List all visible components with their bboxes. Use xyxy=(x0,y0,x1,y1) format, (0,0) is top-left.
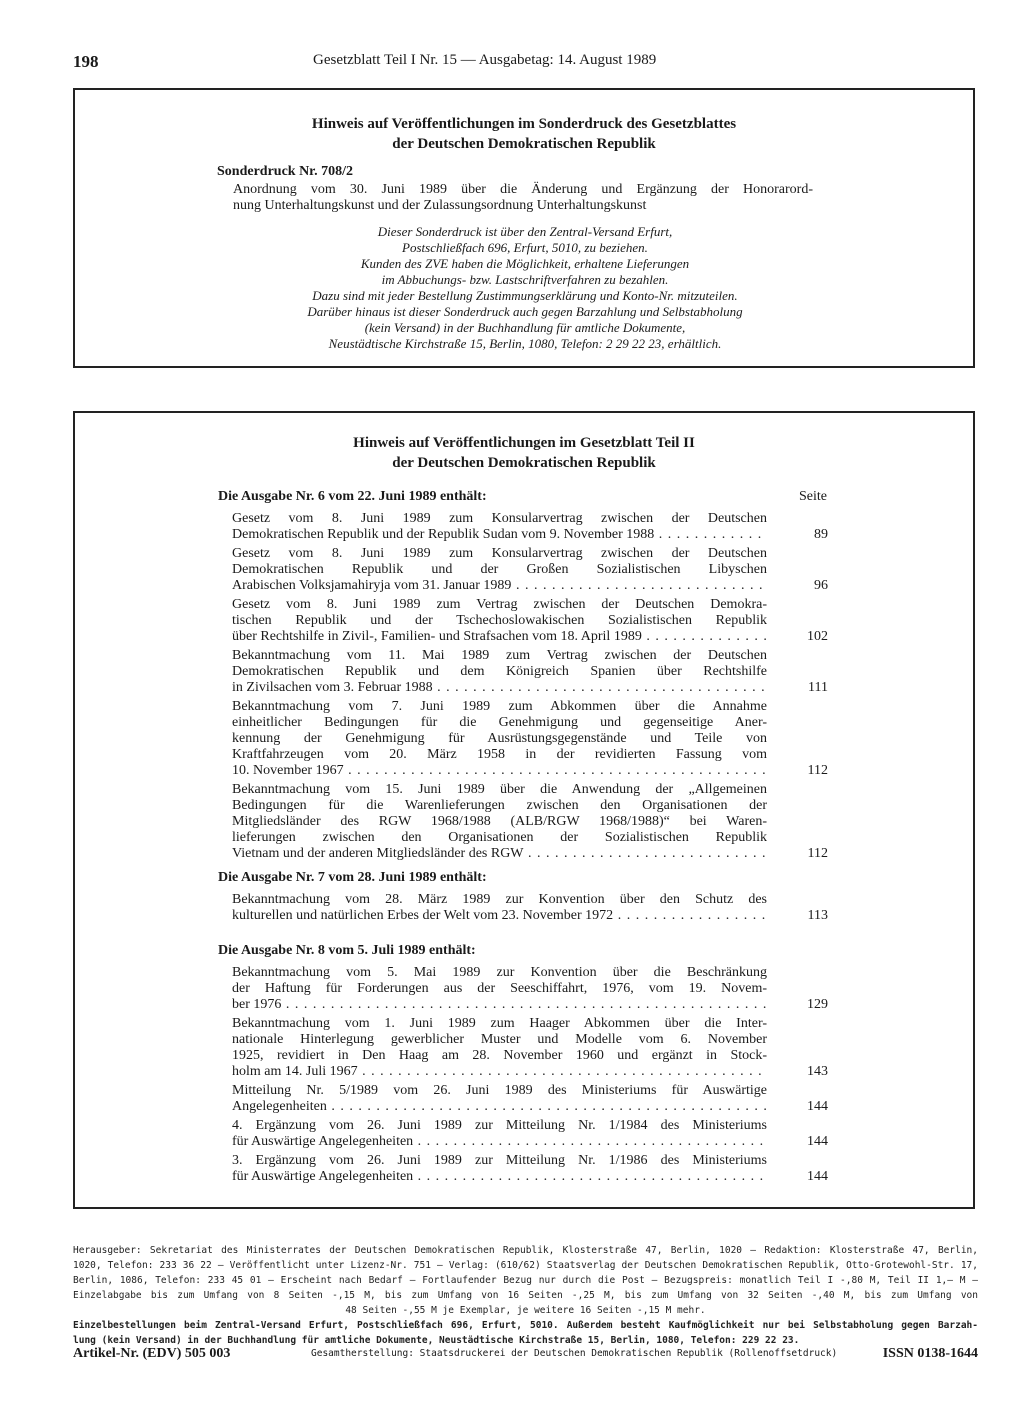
entry-line: ber 1976 . . . xyxy=(232,997,767,1013)
listing-entry xyxy=(232,965,767,1013)
page-reference: 143 xyxy=(807,1064,828,1079)
issue-heading: Die Ausgabe Nr. 7 vom 28. Juni 1989 enthält: xyxy=(218,870,487,885)
sonderdruck-title-line1: Hinweis auf Veröffentlichungen im Sonderdruck des Gesetzblattes xyxy=(311,116,737,132)
page-reference: 144 xyxy=(807,1169,828,1184)
page-reference: 102 xyxy=(807,629,828,644)
seite-column-label: Seite xyxy=(799,489,827,504)
page-reference: 112 xyxy=(807,763,828,778)
teil2-title-line1: Hinweis auf Veröffentlichungen im Gesetzblatt Teil II xyxy=(353,435,695,451)
entry-line: Bedingungen für die Warenlieferungen zwischen den Organisationen der xyxy=(232,798,767,813)
entry-line: 10. November 1967 . . . xyxy=(232,763,767,779)
listing-entry xyxy=(232,699,767,779)
notice-line: Darüber hinaus ist dieser Sonderdruck auch gegen Barzahlung und Selbstabholung xyxy=(307,304,743,319)
sonderdruck-text-line: nung Unterhaltungskunst und der Zulassungsordnung Unterhaltungskunst xyxy=(233,198,647,213)
printer-info: Gesamtherstellung: Staatsdruckerei der Deutschen Demokratischen Republik (Rollenoffsetdruck) xyxy=(311,1348,838,1359)
entry-line: Bekanntmachung vom 7. Juni 1989 zum Abkommen über die Annahme xyxy=(232,699,767,714)
entry-line: Demokratischen Republik und der Großen Sozialistischen Libyschen xyxy=(232,562,767,577)
notice-line: Postschließfach 696, Erfurt, 5010, zu beziehen. xyxy=(402,240,648,255)
entry-line: Angelegenheiten . . . xyxy=(232,1099,767,1115)
page-reference: 89 xyxy=(814,527,828,542)
sonderdruck-description xyxy=(233,182,813,214)
notice-line: Kunden des ZVE haben die Möglichkeit, erhaltene Lieferungen xyxy=(360,256,690,271)
running-header xyxy=(73,52,773,76)
notice-line: Dieser Sonderdruck ist über den Zentral-Versand Erfurt, xyxy=(377,224,673,239)
notice-line: Dazu sind mit jeder Bestellung Zustimmungserklärung und Konto-Nr. mitzuteilen. xyxy=(312,288,738,303)
issue-heading: Die Ausgabe Nr. 8 vom 5. Juli 1989 enthält: xyxy=(218,943,476,958)
entry-line: nationale Hinterlegung gewerblicher Muster und Modelle vom 6. November xyxy=(232,1032,767,1047)
page-reference: 113 xyxy=(807,908,828,923)
page-reference: 111 xyxy=(808,680,828,695)
listing-entry xyxy=(232,546,767,594)
entry-line: Mitteilung Nr. 5/1989 vom 26. Juni 1989 des Ministeriums für Auswärtige xyxy=(232,1083,767,1098)
listing-entry xyxy=(232,892,767,924)
listing-entry xyxy=(232,782,767,862)
entry-line: Bekanntmachung vom 5. Mai 1989 zur Konvention über die Beschränkung xyxy=(232,965,767,980)
entry-line: Bekanntmachung vom 28. März 1989 zur Konvention über den Schutz des xyxy=(232,892,767,907)
entry-line: Bekanntmachung vom 11. Mai 1989 zum Vertrag zwischen der Deutschen xyxy=(232,648,767,663)
listing-entry xyxy=(232,597,767,645)
teil2-box xyxy=(73,411,975,1209)
imprint-line: 1020, Telefon: 233 36 22 — Veröffentlicht unter Lizenz-Nr. 751 — Verlag: (610/62) Staatsverlag der Deutschen Demokratischen Republik, Otto-Grotewohl-Str. 17, xyxy=(73,1260,978,1271)
sonderdruck-label: Sonderdruck Nr. 708/2 xyxy=(217,164,354,179)
listing-entry xyxy=(232,1153,767,1185)
page-reference: 96 xyxy=(814,578,828,593)
entry-line: Demokratischen Republik und der Republik Sudan vom 9. November 1988 . . . xyxy=(232,527,767,543)
entry-line: der Haftung für Forderungen aus der Seeschiffahrt, 1976, vom 19. Novem- xyxy=(232,981,767,996)
entry-line: Bekanntmachung vom 1. Juni 1989 zum Haager Abkommen über die Inter- xyxy=(232,1016,767,1031)
listing-entry xyxy=(232,1083,767,1115)
sonderdruck-box xyxy=(73,88,975,368)
entry-line: einheitlicher Bedingungen für die Genehmigung und gegenseitige Aner- xyxy=(232,715,767,730)
imprint xyxy=(73,1243,978,1348)
notice-line: Neustädtische Kirchstraße 15, Berlin, 1080, Telefon: 2 29 22 23, erhältlich. xyxy=(328,336,722,351)
entry-line: 4. Ergänzung vom 26. Juni 1989 zur Mitteilung Nr. 1/1984 des Ministeriums xyxy=(232,1118,767,1133)
running-title: Gesetzblatt Teil I Nr. 15 — Ausgabetag: 14. August 1989 xyxy=(313,52,657,68)
entry-line: für Auswärtige Angelegenheiten . . . xyxy=(232,1169,767,1185)
imprint-line: Einzelbestellungen beim Zentral-Versand Erfurt, Postschließfach 696, Erfurt, 5010. Außerdem besteht Kaufmöglichkeit nur bei Selbstabholung gegen Barzah- xyxy=(73,1320,978,1331)
sonderdruck-title-line2: der Deutschen Demokratischen Republik xyxy=(392,136,656,152)
entry-line: Bekanntmachung vom 15. Juni 1989 über die Anwendung der „Allgemeinen xyxy=(232,782,767,797)
notice-line: (kein Versand) in der Buchhandlung für amtliche Dokumente, xyxy=(364,320,686,335)
page-reference: 144 xyxy=(807,1099,828,1114)
entry-line: holm am 14. Juli 1967 . . . xyxy=(232,1064,767,1080)
listing-entry xyxy=(232,511,767,543)
entry-line: Gesetz vom 8. Juni 1989 zum Konsularvertrag zwischen der Deutschen xyxy=(232,511,767,526)
sonderdruck-text-line: Anordnung vom 30. Juni 1989 über die Änderung und Ergänzung der Honorarord- xyxy=(233,182,813,197)
entry-line: Gesetz vom 8. Juni 1989 zum Vertrag zwischen der Deutschen Demokra- xyxy=(232,597,767,612)
ordering-notice xyxy=(75,224,975,352)
entry-line: Gesetz vom 8. Juni 1989 zum Konsularvertrag zwischen der Deutschen xyxy=(232,546,767,561)
entry-line: Vietnam und der anderen Mitgliedsländer des RGW . . . xyxy=(232,846,767,862)
entry-line: über Rechtshilfe in Zivil-, Familien- und Strafsachen vom 18. April 1989 . . . xyxy=(232,629,767,645)
issn: ISSN 0138-1644 xyxy=(882,1346,978,1361)
teil2-title-line2: der Deutschen Demokratischen Republik xyxy=(392,455,656,471)
imprint-line: Einzelabgabe bis zum Umfang von 8 Seiten -,15 M, bis zum Umfang von 16 Seiten -,25 M, bis zum Umfang von 32 Seiten -,40 M, bis zum Umfang von xyxy=(73,1290,978,1301)
entry-line: in Zivilsachen vom 3. Februar 1988 . . . xyxy=(232,680,767,696)
imprint-line: lung (kein Versand) in der Buchhandlung für amtliche Dokumente, Neustädtische Kirchstraße 15, Berlin, 1080, Telefon: 229 22 23. xyxy=(73,1335,800,1346)
notice-line: im Abbuchungs- bzw. Lastschriftverfahren zu bezahlen. xyxy=(381,272,669,287)
issue-heading: Die Ausgabe Nr. 6 vom 22. Juni 1989 enthält: xyxy=(218,489,487,504)
entry-line: Kraftfahrzeugen vom 20. März 1958 in der revidierten Fassung vom xyxy=(232,747,767,762)
page-reference: 144 xyxy=(807,1134,828,1149)
entry-line: tischen Republik und der Tschechoslowakischen Sozialistischen Republik xyxy=(232,613,767,628)
entry-line: 1925, revidiert in Den Haag am 28. November 1960 und ergänzt in Stock- xyxy=(232,1048,767,1063)
bottom-line xyxy=(73,1346,978,1364)
page-number: 198 xyxy=(73,52,99,71)
entry-line: Mitgliedsländer des RGW 1968/1988 (ALB/RGW 1968/1988)“ bei Waren- xyxy=(232,814,767,829)
entry-line: Demokratischen Republik und dem Königreich Spanien über Rechtshilfe xyxy=(232,664,767,679)
entry-line: kennung der Genehmigung für Ausrüstungsgegenstände und Teile von xyxy=(232,731,767,746)
imprint-line: Berlin, 1086, Telefon: 233 45 01 — Erscheint nach Bedarf — Fortlaufender Bezug nur durch die Post — Bezugspreis: monatlich Teil I -,80 M, Teil II 1,— M — xyxy=(73,1275,978,1286)
entry-line: kulturellen und natürlichen Erbes der Welt vom 23. November 1972 . . . xyxy=(232,908,767,924)
article-number: Artikel-Nr. (EDV) 505 003 xyxy=(73,1346,231,1361)
page-reference: 112 xyxy=(807,846,828,861)
imprint-line: 48 Seiten -,55 M je Exemplar, je weitere 16 Seiten -,15 M mehr. xyxy=(345,1305,706,1316)
imprint-line: Herausgeber: Sekretariat des Ministerrates der Deutschen Demokratischen Republik, Klosterstraße 47, Berlin, 1020 — Redaktion: Klosterstraße 47, Berlin, xyxy=(73,1245,978,1256)
entry-line: 3. Ergänzung vom 26. Juni 1989 zur Mitteilung Nr. 1/1986 des Ministeriums xyxy=(232,1153,767,1168)
listing-entry xyxy=(232,1016,767,1080)
listing-entry xyxy=(232,1118,767,1150)
listing-entry xyxy=(232,648,767,696)
entry-line: lieferungen zwischen den Organisationen der Sozialistischen Republik xyxy=(232,830,767,845)
page-reference: 129 xyxy=(807,997,828,1012)
entry-line: für Auswärtige Angelegenheiten . . . xyxy=(232,1134,767,1150)
entry-line: Arabischen Volksjamahiryja vom 31. Januar 1989 . . . xyxy=(232,578,767,594)
